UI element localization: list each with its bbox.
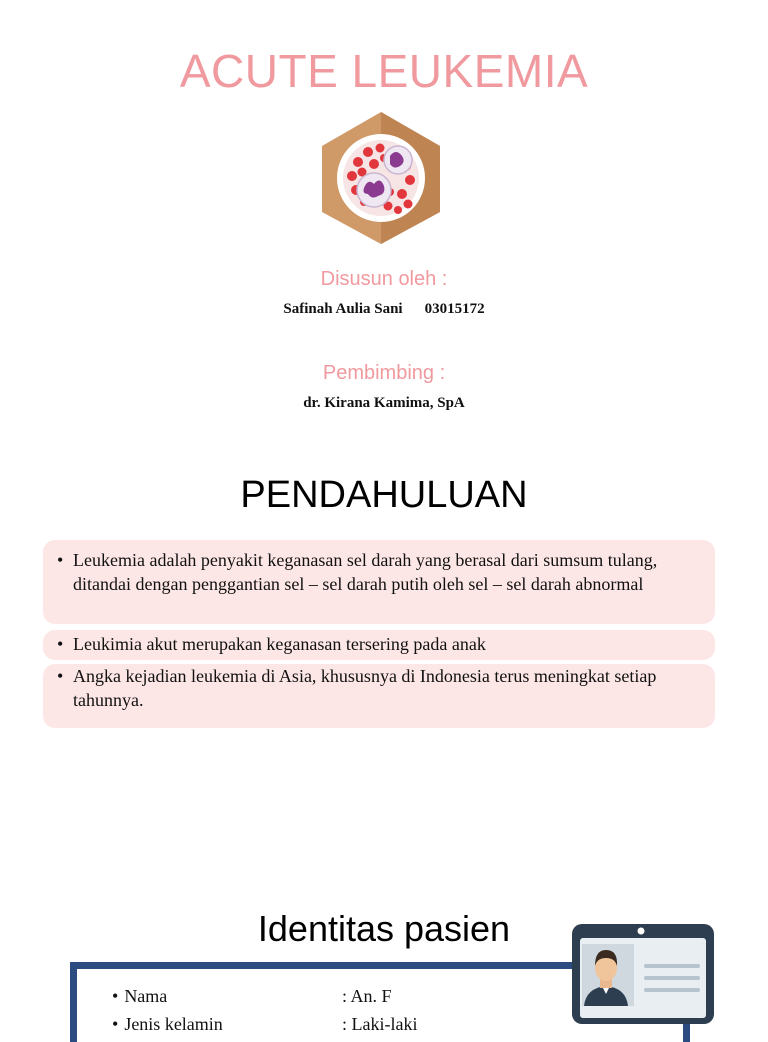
bullet-dot: • [57,666,64,686]
author-id: 03015172 [424,301,485,317]
author-name: Safinah Aulia Sani [283,301,403,317]
bullet-dot: • [57,550,64,570]
supervisor-name: dr. Kirana Kamima, SpA [303,395,465,411]
supervisor-label: Pembimbing : [322,362,446,384]
intro-bullet-text: Leukemia adalah penyakit keganasan sel darah yang berasal dari sumsum tulang, ditandai dengan penggantian sel – sel darah putih oleh sel – sel darah abnormal [73,550,658,594]
identity-value: : Laki-laki [342,1014,418,1034]
identity-row [112,986,167,1007]
author-label: Disusun oleh : [320,268,448,290]
identity-row [112,1014,223,1035]
intro-heading: PENDAHULUAN [240,474,528,516]
blood-cells-hexagon-icon [318,110,444,246]
page-title: ACUTE LEUKEMIA [179,45,589,97]
intro-bullet-2 [43,630,715,660]
identity-heading: Identitas pasien [257,908,511,949]
identity-label: Jenis kelamin [124,1014,223,1034]
bullet-dot: • [57,634,64,654]
intro-bullet-1 [43,540,715,624]
id-card-person-icon [570,920,716,1026]
identity-value: : An. F [342,986,392,1006]
bullet-dot: • [112,986,119,1006]
intro-bullet-3 [43,664,715,728]
intro-bullet-text: Leukimia akut merupakan keganasan tersering pada anak [73,634,486,654]
identity-label: Nama [124,986,168,1006]
intro-bullet-text: Angka kejadian leukemia di Asia, khususnya di Indonesia terus meningkat setiap tahunnya. [73,666,657,710]
bullet-dot: • [112,1014,119,1034]
author-line [0,301,768,318]
